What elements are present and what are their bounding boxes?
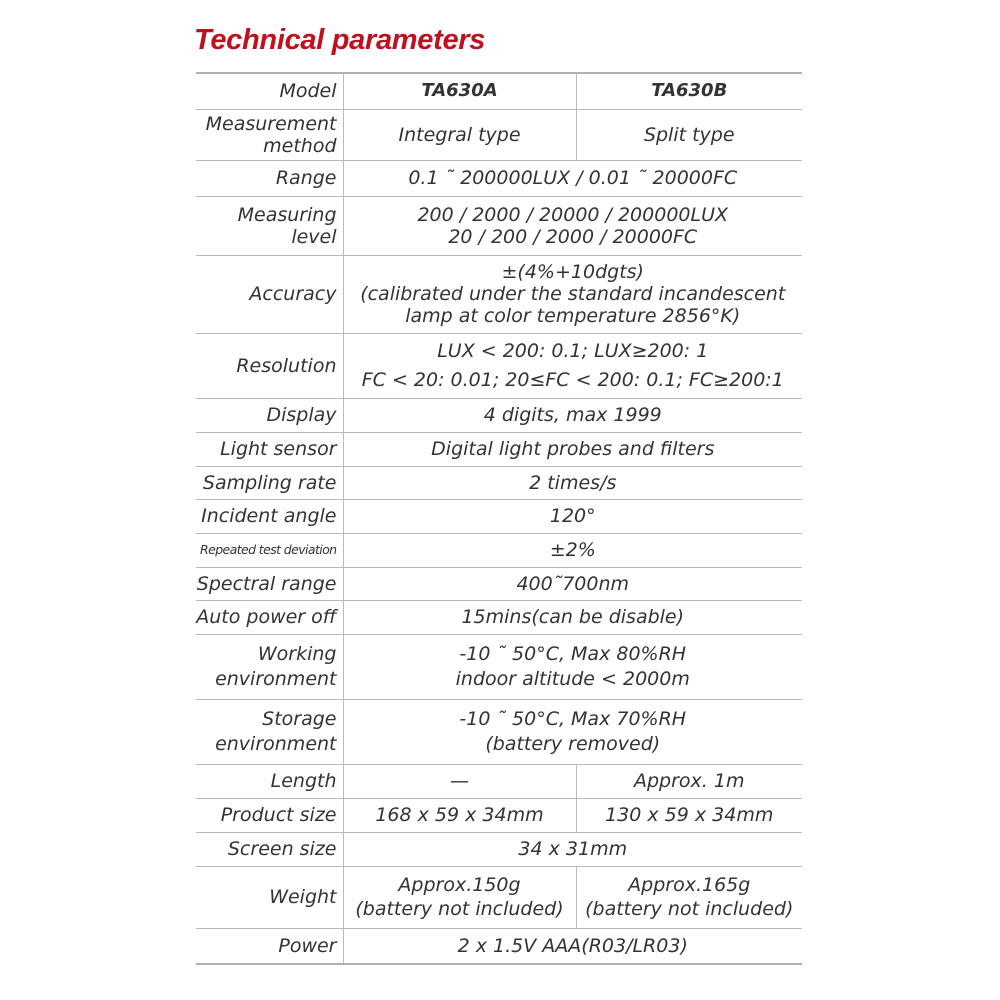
value: 0.1 ˜ 200000LUX / 0.01 ˜ 20000FC xyxy=(343,160,802,196)
model-a: TA630A xyxy=(343,73,576,109)
value-a: Integral type xyxy=(343,109,576,160)
row-label: Repeated test deviation xyxy=(196,533,343,567)
row-label: Spectral range xyxy=(196,567,343,600)
row-model xyxy=(196,73,802,109)
value-b: Approx. 1m xyxy=(576,764,802,798)
row-label: Screen size xyxy=(196,832,343,866)
row-resolution xyxy=(196,333,802,398)
model-b: TA630B xyxy=(576,73,802,109)
value-b: Split type xyxy=(576,109,802,160)
row-power xyxy=(196,928,802,964)
value: 34 x 31mm xyxy=(343,832,802,866)
row-sampling-rate xyxy=(196,466,802,499)
row-label: Power xyxy=(196,928,343,964)
row-light-sensor xyxy=(196,432,802,466)
row-storage-environment xyxy=(196,699,802,764)
row-auto-power-off xyxy=(196,600,802,634)
row-product-size xyxy=(196,798,802,832)
row-accuracy xyxy=(196,255,802,333)
row-measurement-method xyxy=(196,109,802,160)
value: 15mins(can be disable) xyxy=(343,600,802,634)
row-label: Range xyxy=(196,160,343,196)
row-label: Length xyxy=(196,764,343,798)
value: 120° xyxy=(343,499,802,533)
row-label: Accuracy xyxy=(196,255,343,333)
row-label: Light sensor xyxy=(196,432,343,466)
value: -10 ˜ 50°C, Max 80%RH indoor altitude < 2000m xyxy=(343,634,802,699)
value: Digital light probes and filters xyxy=(343,432,802,466)
row-length xyxy=(196,764,802,798)
page-title: Technical parameters xyxy=(194,24,486,56)
row-label: Model xyxy=(196,73,343,109)
value-a: — xyxy=(343,764,576,798)
row-label: Auto power off xyxy=(196,600,343,634)
row-weight xyxy=(196,866,802,928)
row-label: Working environment xyxy=(196,634,343,699)
row-label: Display xyxy=(196,398,343,432)
value: LUX < 200: 0.1; LUX≥200: 1 FC < 20: 0.01; 20≤FC < 200: 0.1; FC≥200:1 xyxy=(343,333,802,398)
value: 200 / 2000 / 20000 / 200000LUX 20 / 200 / 2000 / 20000FC xyxy=(343,196,802,255)
value-a: 168 x 59 x 34mm xyxy=(343,798,576,832)
value: ±(4%+10dgts) (calibrated under the standard incandescent lamp at color temperature 2856°K) xyxy=(343,255,802,333)
row-label: Product size xyxy=(196,798,343,832)
value-b: 130 x 59 x 34mm xyxy=(576,798,802,832)
row-incident-angle xyxy=(196,499,802,533)
row-label: Measuring level xyxy=(196,196,343,255)
value: ±2% xyxy=(343,533,802,567)
row-label: Storage environment xyxy=(196,699,343,764)
value: 4 digits, max 1999 xyxy=(343,398,802,432)
row-label: Weight xyxy=(196,866,343,928)
row-label: Measurement method xyxy=(196,109,343,160)
row-working-environment xyxy=(196,634,802,699)
row-label: Resolution xyxy=(196,333,343,398)
value: 2 times/s xyxy=(343,466,802,499)
row-measuring-level xyxy=(196,196,802,255)
row-spectral-range xyxy=(196,567,802,600)
row-label: Sampling rate xyxy=(196,466,343,499)
row-screen-size xyxy=(196,832,802,866)
row-repeated-test-deviation xyxy=(196,533,802,567)
row-label: Incident angle xyxy=(196,499,343,533)
value: 400˜700nm xyxy=(343,567,802,600)
row-range xyxy=(196,160,802,196)
spec-table xyxy=(196,72,802,965)
value-a: Approx.150g (battery not included) xyxy=(343,866,576,928)
value: 2 x 1.5V AAA(R03/LR03) xyxy=(343,928,802,964)
value: -10 ˜ 50°C, Max 70%RH (battery removed) xyxy=(343,699,802,764)
row-display xyxy=(196,398,802,432)
value-b: Approx.165g (battery not included) xyxy=(576,866,802,928)
